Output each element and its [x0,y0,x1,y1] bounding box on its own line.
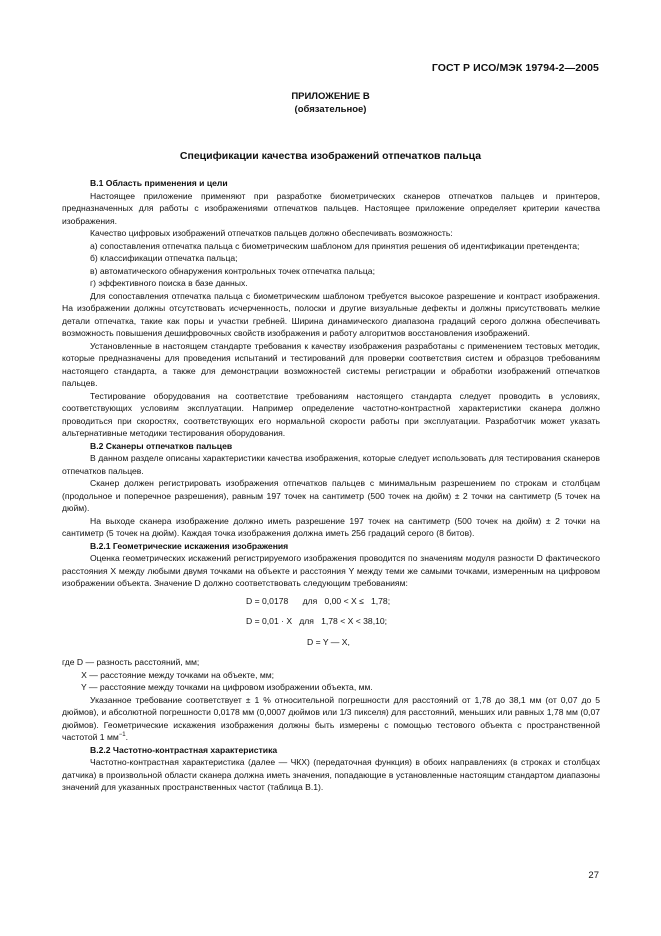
paragraph: Качество цифровых изображений отпечатков пальцев должно обеспечивать возможность: [90,228,453,238]
legend-line: Y — расстояние между точками на цифровом изображении объекта, мм. [62,682,373,692]
document-title: Спецификации качества изображений отпечатков пальца [179,150,482,162]
paragraph: Тестирование оборудования на соответствие требованиям настоящего стандарта следует проводить в условиях, соответствующих условиям эксплуатации. Например определение частотно-контрастной характеристики сканера должно проводиться при скоростях, соответствующих его нормальной скорости работы при эксплуатации. Разработчик может указать альтернативные методики тестирования оборудования. [62,390,600,438]
paragraph-text: Указанное требование соответствует ± 1 % относительной погрешности для расстояний от 1,78 до 38,1 мм (от 0,07 до 5 дюймов), и абсолютной погрешности 0,0178 мм (0,0007 дюймов или 1/3 пикселя) для расстояний, меньших или равных 1,78 мм (0,07 дюймов). Геометрические искажения изображения должны быть измерены с помощью тестового объекта с пространственной частотой 1 мм [62,694,600,742]
page-number: 27 [588,870,599,881]
formula-3: D = Y — X, [307,636,350,647]
list-item: б) классификации отпечатка пальца; [90,253,238,263]
paragraph: Сканер должен регистрировать изображения отпечатков пальцев с минимальным разрешением по строкам и столбцам (продольное и поперечное разрешения), равным 197 точек на сантиметр (500 точек на дюйм) ± 2 точки на сантиметр (5 точек на дюйм). [62,478,600,513]
appendix-subtitle: (обязательное) [294,104,367,115]
section-heading-b21: В.2.1 Геометрические искажения изображения [90,540,289,551]
formula-2: D = 0,01 · X для 1,78 < X < 38,10; [246,616,388,626]
paragraph: Частотно-контрастная характеристика (далее — ЧКХ) (передаточная функция) в обоих направлениях (в строках и столбцах датчика) в произвольной области сканера должна иметь значения, попадающие в установленные настоящим стандартом диапазоны значений для указанных пространственных частот (таблица В.1). [62,757,600,792]
appendix-title: ПРИЛОЖЕНИЕ В [291,91,370,102]
superscript: −1 [118,732,126,739]
period: . [125,732,129,742]
paragraph: Установленные в настоящем стандарте требования к качеству изображения разработаны с применением тестовых методик, которые предназначены для проведения испытаний и тестирований для проверки соответствия систем и образцов требованиям настоящего стандарта, а также для демонстрации возможностей системы регистрации и обработки изображений отпечатков пальцев. [62,340,600,388]
formula-1: D = 0,0178 для 0,00 < X ≤ 1,78; [246,595,391,606]
paragraph: Оценка геометрических искажений регистрируемого изображения проводится по значениям модуля разности D фактического расстояния X между любыми двумя точками на объекте и расстояния Y между теми же самыми точками, измеренным на цифровом изображении объекта. Значение D должно соответствовать следующим требованиям: [62,553,600,588]
section-heading-b1: В.1 Область применения и цели [90,178,228,188]
body-text [62,177,600,794]
section-heading-b2: В.2 Сканеры отпечатков пальцев [90,440,233,451]
paragraph: Настоящее приложение применяют при разработке биометрических сканеров отпечатков пальцев и принтеров, предназначенных для работы с изображениями отпечатков пальцев. Настоящее приложение определяет критерии качества изображения. [62,190,600,226]
list-item: а) сопоставления отпечатка пальца с биометрическим шаблоном для принятия решения об идентификации претендента; [90,240,580,251]
legend-line: X — расстояние между точками на объекте, мм; [62,669,275,680]
paragraph: Для сопоставления отпечатка пальца с биометрическим шаблоном требуется высокое разрешение и контраст изображения. На изображении должны отсутствовать исчерченность, полоски и другие визуальные дефекты и должны присутствовать мелкие детали отпечатка, такие как поры и участки гребней. Ширина динамического диапазона градаций серого должна обеспечивать возможность повышения дешифровочных свойств изображения и работу алгоритмов восстановления изображений. [62,290,600,338]
legend-line: где D — разность расстояний, мм; [62,657,200,667]
appendix-heading [0,90,661,116]
paragraph [62,694,600,744]
paragraph: В данном разделе описаны характеристики качества изображения, которые следует использовать для тестирования сканеров отпечатков пальцев. [62,453,600,476]
standard-code-header: ГОСТ Р ИСО/МЭК 19794-2—2005 [431,62,599,74]
paragraph: На выходе сканера изображение должно иметь разрешение 197 точек на сантиметр (500 точек на дюйм) ± 2 точки на сантиметр (5 точек на дюйм). Каждая точка изображения должна иметь 256 градаций серого (8 битов). [62,515,600,538]
list-item: в) автоматического обнаружения контрольных точек отпечатка пальца; [90,265,375,276]
list-item: г) эффективного поиска в базе данных. [90,278,248,288]
section-heading-b22: В.2.2 Частотно-контрастная характеристика [90,744,278,755]
